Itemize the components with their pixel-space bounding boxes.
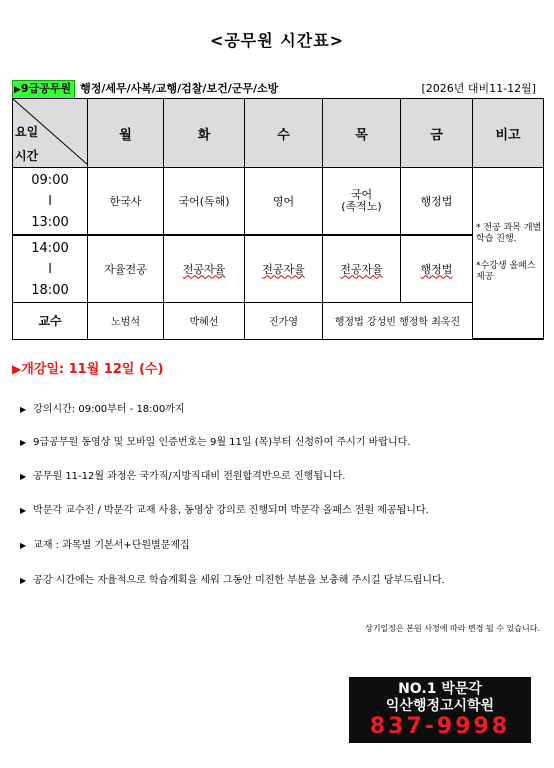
corner-time-label: 시간 (15, 149, 39, 163)
disclaimer: 상기일정은 본원 사정에 따라 변경 될 수 있습니다. (365, 624, 540, 633)
professor-cell: 진가영 (245, 303, 323, 339)
header-tue: 화 (164, 99, 245, 168)
info-text: 교재 : 과목별 기본서+단원별문제집 (33, 540, 190, 551)
category-list: 행정/세무/사복/교행/검찰/보건/군무/소방 (80, 82, 279, 95)
brand-slogan: NO.1 박문각 (398, 681, 482, 697)
header-wed: 수 (245, 99, 323, 168)
corner-day-label: 요일 (15, 125, 39, 139)
badge-label: 9급공무원 (20, 82, 72, 95)
info-text: 9급공무원 동영상 및 모바일 인증번호는 9월 11일 (목)부터 신청하여 주시기 바랍니다. (33, 437, 411, 448)
info-line (20, 467, 540, 482)
header-thu: 목 (323, 99, 401, 168)
info-text: 공강 시간에는 자율적으로 학습계획을 세워 그동안 미진한 부분을 보충해 주시길 당부드립니다. (33, 575, 445, 586)
note-text: * 전공 과목 개별학습 진행. (476, 223, 542, 245)
professor-cell: 박혜선 (164, 303, 245, 339)
play-triangle-icon: ▶ (12, 362, 22, 376)
opening-text: 개강일: 11월 12일 (수) (21, 362, 164, 377)
schedule-table (12, 98, 544, 340)
page-title: <공무원 시간표> (209, 31, 345, 50)
table-row (13, 303, 544, 339)
header-mon: 월 (88, 99, 164, 168)
info-line (20, 536, 540, 551)
class-cell: 자율전공 (88, 235, 164, 303)
class-cell (245, 235, 323, 303)
info-line (20, 433, 540, 448)
info-line (20, 400, 540, 415)
corner-header (13, 99, 88, 168)
professor-cell: 노범석 (88, 303, 164, 339)
grade-badge (12, 80, 75, 99)
professor-label: 교수 (13, 303, 88, 339)
class-cell: 국어 (족적노) (323, 168, 401, 236)
triangle-bullet-icon: ▶ (20, 472, 27, 481)
class-cell: 국어(독해) (164, 168, 245, 236)
note-cell (473, 168, 544, 339)
header-note: 비고 (473, 99, 544, 168)
time-start: 14:00 (31, 240, 69, 256)
brand-phone: 837-9998 (369, 714, 511, 739)
info-text: 강의시간: 09:00부터 - 18:00까지 (33, 404, 185, 415)
time-start: 09:00 (31, 172, 69, 188)
class-cell: 한국사 (88, 168, 164, 236)
time-end: 18:00 (31, 282, 69, 298)
year-range: [2026년 대비11-12월] (421, 82, 536, 95)
triangle-bullet-icon: ▶ (20, 576, 27, 585)
class-cell (323, 235, 401, 303)
info-line (20, 501, 540, 516)
professor-cell: 행정법 강성빈 행정학 최욱진 (323, 303, 473, 339)
time-end: 13:00 (31, 214, 69, 230)
info-line (20, 571, 540, 586)
class-text: 전공자율 (182, 263, 226, 277)
triangle-bullet-icon: ▶ (20, 506, 27, 515)
subheader (12, 80, 540, 96)
class-cell: 영어 (245, 168, 323, 236)
triangle-bullet-icon: ▶ (20, 405, 27, 414)
class-cell (401, 235, 473, 303)
class-cell (164, 235, 245, 303)
table-row (13, 168, 544, 236)
opening-date (12, 358, 163, 377)
time-separator: l (48, 193, 52, 209)
class-text: 전공자율 (262, 263, 305, 277)
class-text: 행정법 (420, 263, 453, 277)
time-cell-morning (13, 168, 88, 236)
class-text: 전공자율 (340, 263, 383, 277)
triangle-bullet-icon: ▶ (20, 541, 27, 550)
info-text: 박문각 교수진 / 박문각 교재 사용, 동영상 강의로 진행되며 박문각 올패스 전원 제공됩니다. (33, 505, 429, 516)
time-separator: l (48, 261, 52, 277)
triangle-bullet-icon: ▶ (20, 438, 27, 447)
brand-name: 익산행정고시학원 (385, 698, 495, 714)
class-cell: 행정법 (401, 168, 473, 236)
table-row (13, 235, 544, 303)
info-text: 공무원 11-12월 과정은 국가직/지방직대비 전원합격반으로 진행됩니다. (33, 471, 346, 482)
time-cell-afternoon (13, 235, 88, 303)
academy-logo (349, 677, 531, 743)
play-triangle-icon: ▶ (14, 85, 21, 95)
note-text: *수강생 올패스 제공 (476, 261, 536, 283)
header-fri: 금 (401, 99, 473, 168)
